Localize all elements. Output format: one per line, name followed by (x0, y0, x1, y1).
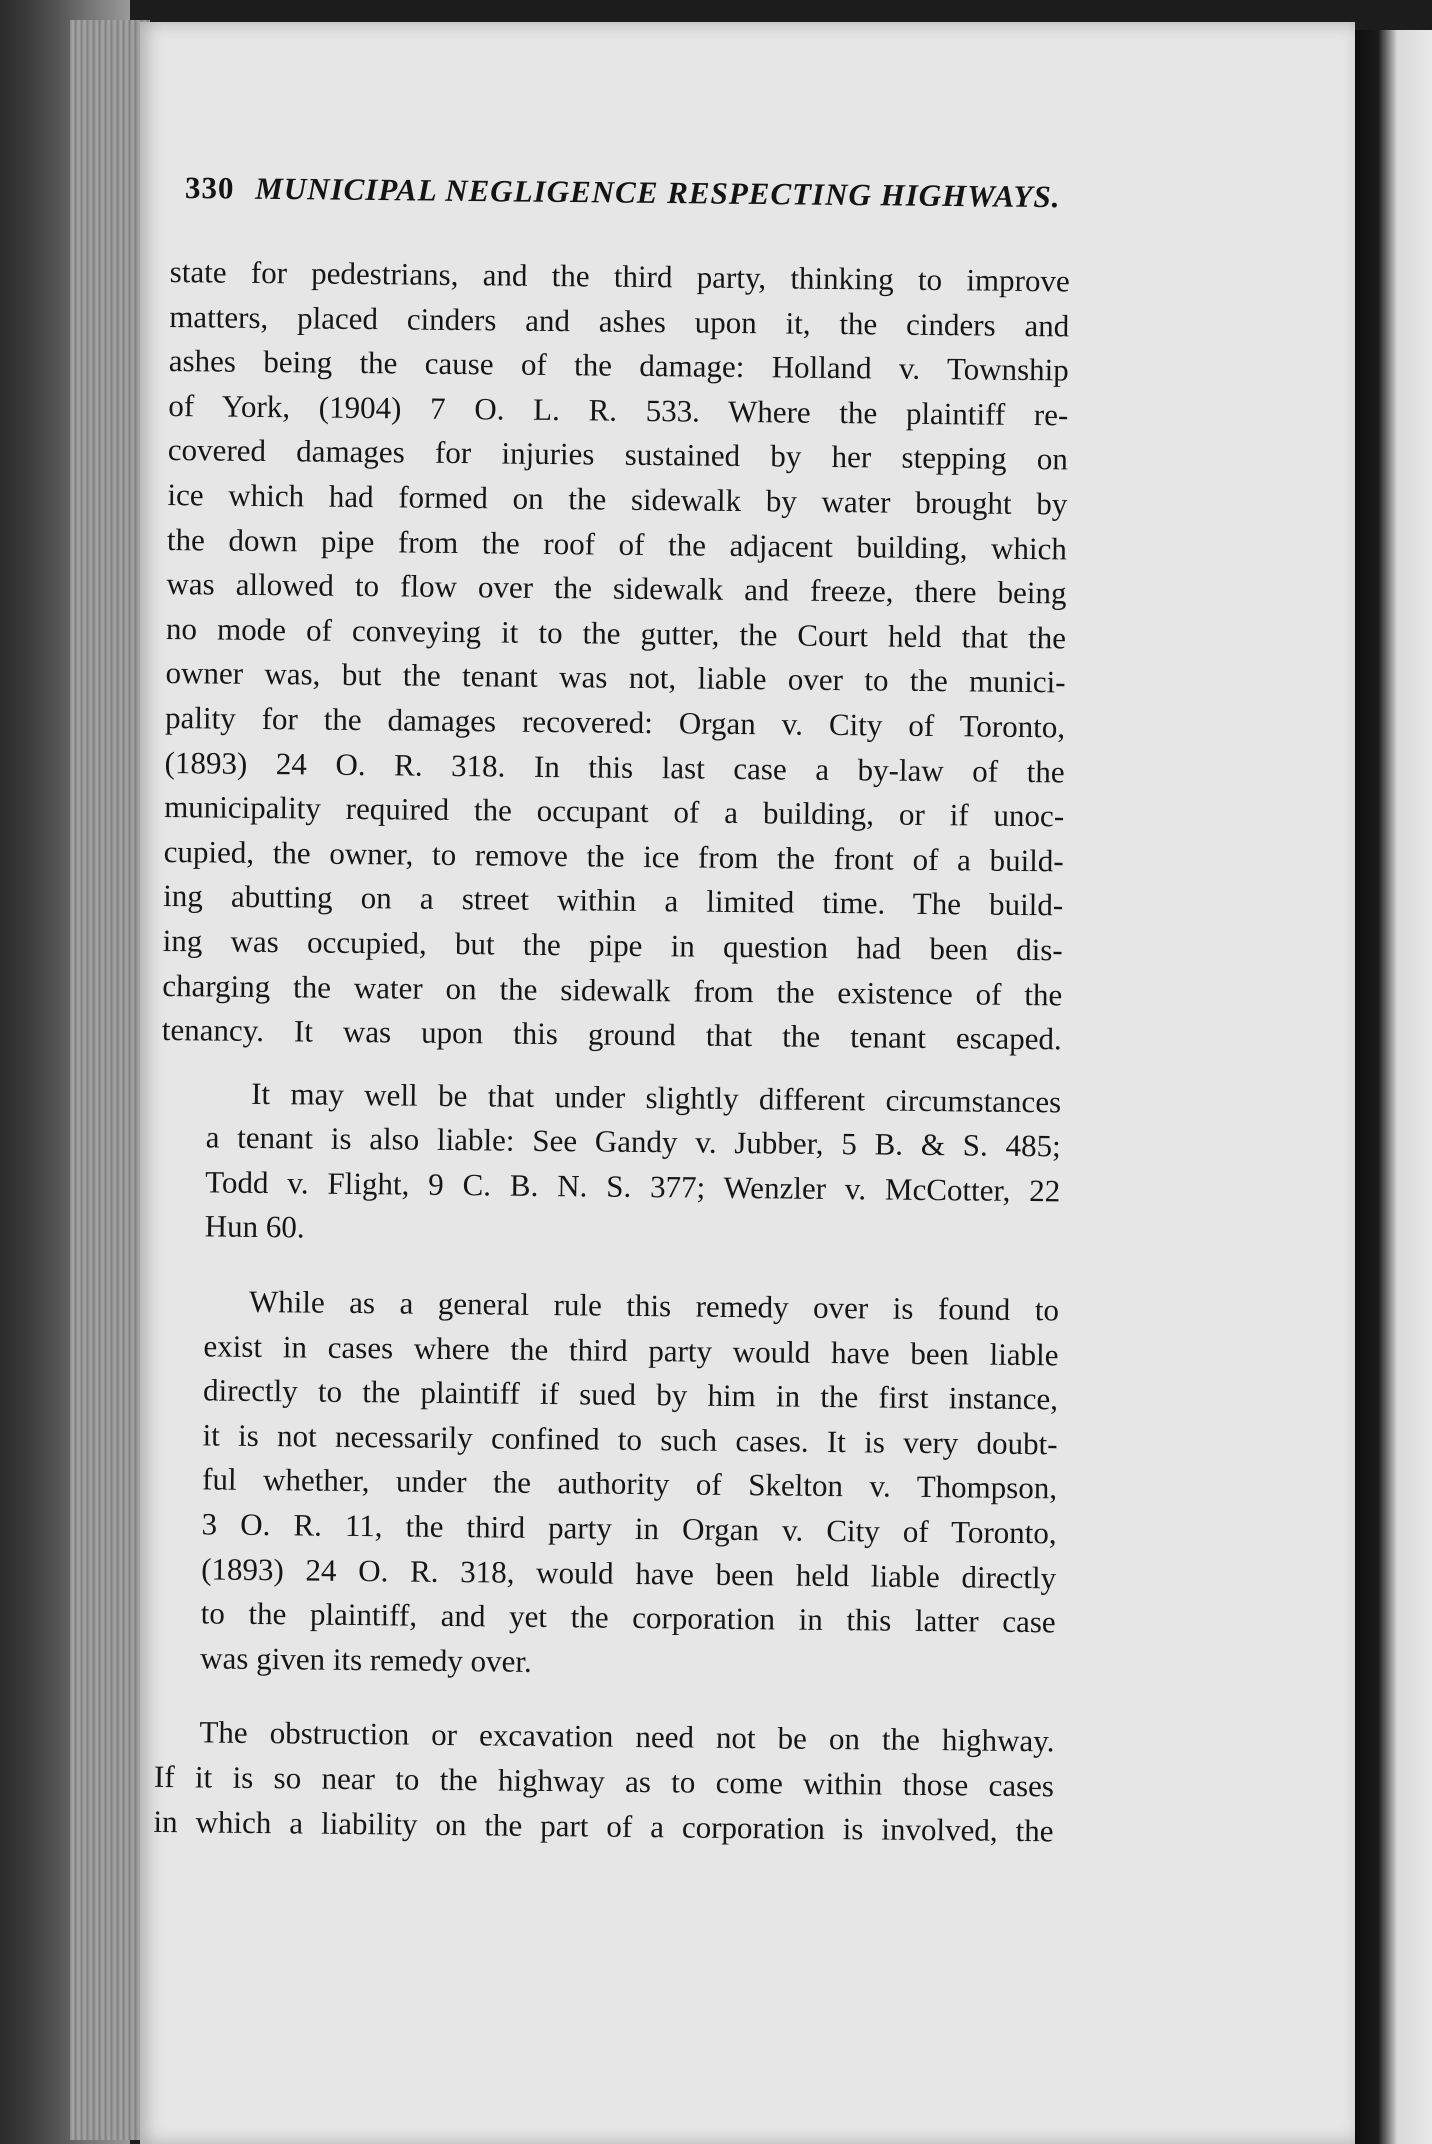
text-line: state for pedestrians, and the third party, thinking to improve (169, 253, 1070, 299)
text-line: municipality required the occupant of a building, or if unoc- (163, 789, 1065, 834)
text-line: directly to the plaintiff if sued by him in the first instance, (202, 1372, 1059, 1417)
text-line: matters, placed cinders and ashes upon it, the cinders and (169, 298, 1070, 344)
text-line: tenancy. It was upon this ground that the tenant escaped. (161, 1012, 1062, 1057)
text-line: ful whether, under the authority of Skelton v. Thompson, (201, 1461, 1058, 1506)
text-line: no mode of conveying it to the gutter, the Court held that the (165, 610, 1067, 656)
text-line: was allowed to flow over the sidewalk and freeze, there being (166, 566, 1067, 611)
text-line: ice which had formed on the sidewalk by water brought by (167, 476, 1068, 522)
text-line: it is not necessarily confined to such cases. It is very doubt- (202, 1417, 1058, 1462)
text-line: ashes being the cause of the damage: Holland v. Township (168, 343, 1069, 388)
text-line: Todd v. Flight, 9 C. B. N. S. 377; Wenzler v. McCotter, 22 (205, 1164, 1061, 1209)
text-line: the down pipe from the roof of the adjacent building, which (166, 521, 1068, 566)
text-line: The obstruction or excavation need not be on the highway. (199, 1714, 1055, 1759)
text-line: It may well be that under slightly different circumstances (250, 1075, 1062, 1120)
text-line: Hun 60. (204, 1208, 305, 1245)
text-line: charging the water on the sidewalk from the existence of the (162, 967, 1063, 1012)
text-line: covered damages for injuries sustained by her stepping on (167, 432, 1069, 477)
paragraph-2 (160, 1071, 1062, 1259)
text-line: ing abutting on a street within a limited time. The build- (163, 878, 1064, 923)
page-number: 330 (184, 170, 235, 206)
paragraph-1 (162, 250, 1070, 1062)
text-line: was given its remedy over. (200, 1640, 532, 1679)
page-stack-edges (70, 20, 150, 2140)
paragraph-3 (155, 1279, 1059, 1690)
text-line: pality for the damages recovered: Organ v. City of Toronto, (164, 699, 1066, 745)
text-line: (1893) 24 O. R. 318. In this last case a by-law of the (164, 744, 1065, 789)
text-line: owner was, but the tenant was not, liable over to the munici- (165, 655, 1066, 700)
text-line: of York, (1904) 7 O. L. R. 533. Where the plaintiff re- (168, 387, 1069, 433)
text-line: If it is so near to the highway as to come within those cases (153, 1758, 1055, 1804)
text-line: to the plaintiff, and yet the corporation in this latter case (200, 1595, 1056, 1640)
body-text (153, 250, 1070, 1854)
paragraph-4 (153, 1710, 1054, 1853)
text-line: in which a liability on the part of a corporation is involved, the (153, 1803, 1054, 1848)
running-title: MUNICIPAL NEGLIGENCE RESPECTING HIGHWAYS. (255, 170, 1061, 215)
facing-page-edge (1355, 30, 1432, 2144)
text-line: 3 O. R. 11, the third party in Organ v. City of Toronto, (201, 1506, 1057, 1551)
text-line: (1893) 24 O. R. 318, would have been held liable directly (201, 1551, 1057, 1595)
text-line: ing was occupied, but the pipe in question had been dis- (162, 922, 1063, 968)
text-line: a tenant is also liable: See Gandy v. Jubber, 5 B. & S. 485; (205, 1119, 1061, 1164)
text-line: While as a general rule this remedy over is found to (248, 1283, 1060, 1328)
text-line: exist in cases where the third party would have been liable (203, 1328, 1059, 1373)
text-line: cupied, the owner, to remove the ice from the front of a build- (163, 833, 1064, 879)
